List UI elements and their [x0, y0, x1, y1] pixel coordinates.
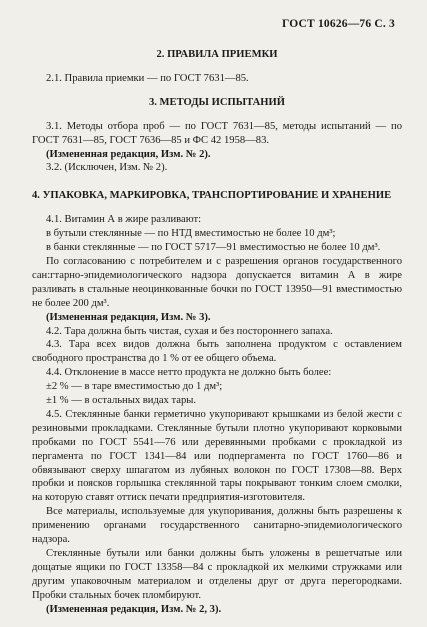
paragraph-4-2: 4.2. Тара должна быть чистая, сухая и без постороннего запаха.	[46, 325, 333, 337]
paragraph-4-4-a: ±2 % — в таре вместимостью до 1 дм³;	[46, 381, 223, 393]
paragraph-4-1-c: По согласованию с потребителем и с разрешения органов государственного сан:гтарно-эпидемиологического надзора допускается витамин А в жире разливать в стальные неоцинкованные бочки по ГОСТ 13950—91 вместимостью не более 200 дм³.	[32, 255, 402, 309]
amendment-note: (Измененная редакция, Изм. № 2, 3).	[46, 603, 222, 615]
amendment-note: (Измененная редакция, Изм. № 3).	[46, 311, 211, 323]
paragraph-4-1-a: в бутыли стеклянные — по НТД вместимостью не более 10 дм³;	[46, 228, 336, 240]
paragraph-3-1: 3.1. Методы отбора проб — по ГОСТ 7631—85, методы испытаний — по ГОСТ 7631—85, ГОСТ 7636—85 и ФС 42 1958—83.	[32, 120, 402, 146]
paragraph-4-4-b: ±1 % — в остальных видах тары.	[46, 395, 197, 407]
paragraph-3-2: 3.2. (Исключен, Изм. № 2).	[46, 162, 168, 174]
paragraph-4-1: 4.1. Витамин А в жире разливают:	[46, 214, 202, 226]
document-body	[32, 48, 402, 617]
paragraph-4-3: 4.3. Тара всех видов должна быть заполнена продуктом с оставлением свободного пространства до 1 % от ее общего объема.	[32, 339, 402, 365]
paragraph-4-1-b: в банки стеклянные — по ГОСТ 5717—91 вместимостью не более 10 дм³.	[46, 242, 381, 254]
section-3-title: 3. МЕТОДЫ ИСПЫТАНИЙ	[148, 96, 286, 108]
paragraph-4-4: 4.4. Отклонение в массе нетто продукта не должно быть более:	[46, 367, 332, 379]
amendment-note: (Измененная редакция, Изм. № 2).	[46, 148, 211, 160]
paragraph-2-1: 2.1. Правила приемки — по ГОСТ 7631—85.	[46, 72, 249, 84]
section-4-title: 4. УПАКОВКА, МАРКИРОВКА, ТРАНСПОРТИРОВАНИЕ И ХРАНЕНИЕ	[32, 190, 392, 202]
paragraph-4-5-materials: Все материалы, используемые для укупоривания, должны быть разрешены к применению органами государственного санитарно-эпидемиологического надзора.	[32, 506, 402, 546]
section-2-title: 2. ПРАВИЛА ПРИЕМКИ	[156, 49, 278, 60]
paragraph-4-5: 4.5. Стеклянные банки герметично укупоривают крышками из белой жести с резиновыми прокладками. Стеклянные бутыли плотно укупоривают корковыми пробками по ГОСТ 5541—76 или деревянными пробками с прокладкой из пергамента по ГОСТ 1341—84 или подпергамента по ГОСТ 1760—86 и обвязывают сверху шпагатом из лубяных волокон по ГОСТ 17308—88. Верх пробки и поясков горлышка стеклянной тары покрывают тонким слоем смолки, на которую ставят оттиск печати предприятия-изготовителя.	[32, 408, 402, 504]
page-header: ГОСТ 10626—76 С. 3	[282, 18, 395, 30]
paragraph-4-5-packing: Стеклянные бутыли или банки должны быть уложены в решетчатые или дощатые ящики по ГОСТ 13358—84 с прокладкой их мелкими стружками или другим упаковочным материалом и отделены друг от друга перегородками. Пробки стальных бочек пломбируют.	[32, 548, 402, 601]
